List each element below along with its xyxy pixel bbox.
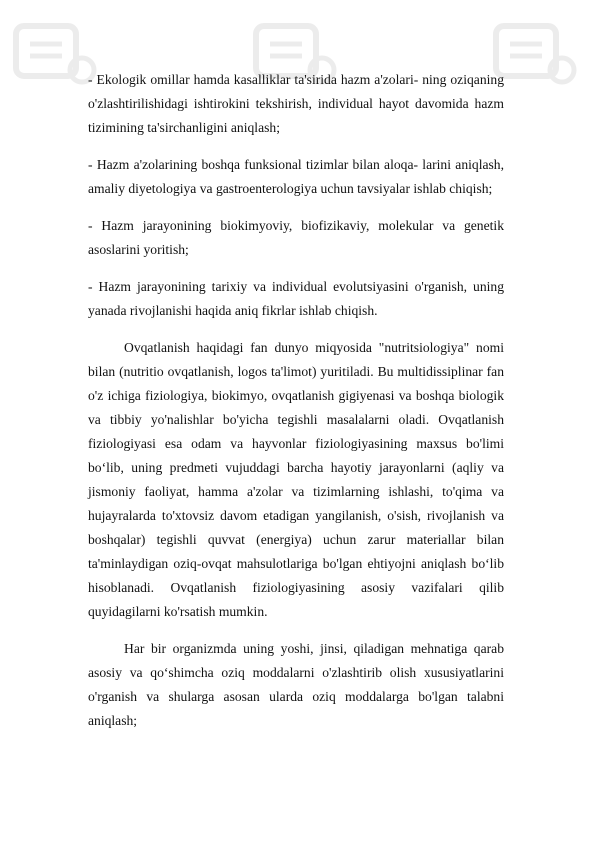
paragraph-biochemical-basis: - Hazm jarayonining biokimyoviy, biofizikaviy, molekular va genetik asoslarini yoritish; xyxy=(88,218,504,257)
paragraph-organism-needs: Har bir organizmda uning yoshi, jinsi, qiladigan mehnatiga qarab asosiy va qo‘shimcha oziq moddalarni o'zlashtirib olish xususiyatlarini o'rganish va shularga asosan ularda oziq moddalarga bo'lgan talabni aniqlash; xyxy=(88,641,504,728)
watermark-icon xyxy=(10,20,100,90)
paragraph-nutritiology: Ovqatlanish haqidagi fan dunyo miqyosida "nutritsiologiya" nomi bilan (nutritio ovqatlanish, logos ta'limot) yuritiladi. Bu multidissiplinar fan o'z ichiga fiziologiya, biokimyo, ovqatlanish gigiyenasi va boshqa biologik va tibbiy yo'nalishlar bo'yicha tegishli masalalarni oladi. Ovqatlanish fiziologiyasi esa odam va hayvonlar fiziologiyasining maxsus bo'limi bo‘lib, uning predmeti vujuddagi barcha hayotiy jarayonlarni (aqliy va jismoniy faoliyat, hamma a'zolar va tizimlarning ishlashi, to'qima va hujayralarda to'xtovsiz davom etadigan yangilanish, o'sish, rivojlanish va boshqalar) tegishli quvvat (energiya) uchun zarur materiallar bilan ta'minlaydigan oziq-ovqat mahsulotlariga bo'lgan ehtiyojni aniqlash bo‘lib hisoblanadi. Ovqatlanish fiziologiyasining asosiy vazifalari qilib quyidagilarni ko'rsatish mumkin. xyxy=(88,340,504,619)
paragraph-functional-systems: - Hazm a'zolarining boshqa funksional tizimlar bilan aloqa- larini aniqlash, amaliy diyetologiya va gastroenterologiya uchun tavsiyalar ishlab chiqish; xyxy=(88,157,504,196)
paragraph-evolution: - Hazm jarayonining tarixiy va individual evolutsiyasini o'rganish, uning yanada rivojlanishi haqida aniq fikrlar ishlab chiqish. xyxy=(88,279,504,318)
paragraph-ecological-factors: - Ekologik omillar hamda kasalliklar ta'sirida hazm a'zolari- ning oziqaning o'zlashtirilishidagi ishtirokini tekshirish, individual hayot davomida hazm tizimining ta'sirchanligini aniqlash; xyxy=(88,72,504,135)
document-body xyxy=(88,68,504,746)
